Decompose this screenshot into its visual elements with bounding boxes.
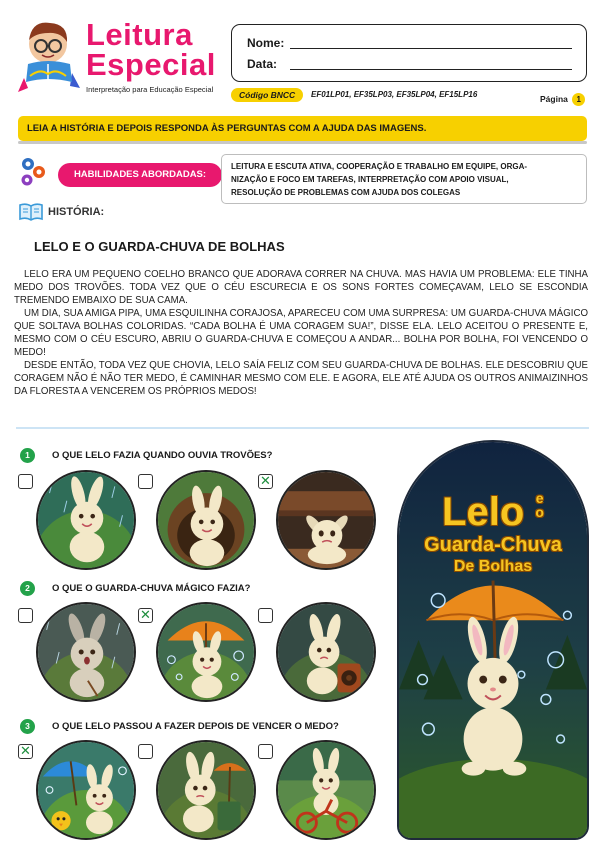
reading-kid-logo-icon [14,18,84,96]
section-divider [16,427,589,429]
date-label: Data: [247,57,278,71]
answer-image-bunny-helping-friends[interactable] [36,740,136,840]
name-input-line[interactable] [290,48,572,49]
logo-line-2: Especial [86,47,216,82]
story-body [14,268,588,398]
skills-list [221,154,587,204]
question-2 [20,581,250,596]
skills-line: RESOLUÇÃO DE PROBLEMAS COM AJUDA DOS COLEGAS [231,188,461,197]
logo-line-1: Leitura [86,17,193,52]
logo-title [86,17,216,82]
cover-title-e: e [535,490,544,506]
answer-image-bunny-with-speaker[interactable] [276,602,376,702]
gears-icon [18,155,48,187]
cover-title-line-3: De Bolhas [453,558,533,575]
cover-title-line-2: Guarda-Chuva [424,534,562,556]
page-label: Página [540,94,568,104]
answer-image-bunny-in-burrow[interactable] [156,470,256,570]
story-title: LELO E O GUARDA-CHUVA DE BOLHAS [34,239,285,254]
bncc-codes: EF01LP01, EF35LP03, EF35LP04, EF15LP16 [311,90,478,99]
skills-label: HABILIDADES ABORDADAS: [58,163,222,187]
cover-title-word: Lelo [442,490,525,534]
story-paragraph: LELO ERA UM PEQUENO COELHO BRANCO QUE ADORAVA CORRER NA CHUVA. MAS HAVIA UM PROBLEMA: ELE TINHA MEDO DOS TROVÕES. TODA VEZ QUE O CÉU ESCURECIA E OS SONS FORTES COMEÇAVAM, LELO SE ESCONDIA TREMENDO EMBAIXO DE SUA CAMA. [14,269,588,306]
answer-image-bunny-dancing-rain[interactable] [36,470,136,570]
question-number-badge: 2 [20,581,35,596]
logo-subtitle: Interpretação para Educação Especial [86,85,214,94]
answer-image-bunny-sad-with-broken-umbrella[interactable] [156,740,256,840]
page-indicator [540,93,585,106]
name-label: Nome: [247,36,285,50]
story-paragraph: UM DIA, SUA AMIGA PIPA, UMA ESQUILINHA CORAJOSA, APARECEU COM UMA SURPRESA: UM GUARDA-CHUVA MÁGICO QUE SOLTAVA BOLHAS COLORIDAS. “CADA BOLHA É UMA CORAGEM SUA!”, DISSE ELA. LELO ACEITOU O PRESENTE E, MESMO COM O CÉU ESCURO, ABRIU O GUARDA-CHUVA E COMEÇOU A ANDAR... BOLHA POR BOLHA, FOI VENCENDO O MEDO! [14,308,588,358]
answer-checkbox[interactable] [138,744,153,759]
date-row [247,57,277,71]
answer-checkbox-checked[interactable]: ✕ [258,474,273,489]
answer-checkbox-checked[interactable]: ✕ [138,608,153,623]
cover-title-main [399,490,587,535]
question-number-badge: 1 [20,448,35,463]
question-number-badge: 3 [20,719,35,734]
question-1 [20,448,272,463]
answer-checkbox[interactable] [138,474,153,489]
bncc-label: Código BNCC [231,88,303,102]
question-3 [20,719,339,734]
cover-title-small [535,491,544,519]
answer-image-bunny-hiding-under-bed[interactable] [276,470,376,570]
skills-line: NIZAÇÃO E FOCO EM TAREFAS, INTERPRETAÇÃO COM APOIO VISUAL, [231,175,509,184]
answer-checkbox[interactable] [18,474,33,489]
page-number-badge: 1 [572,93,585,106]
book-cover [397,440,589,840]
question-text: O QUE LELO PASSOU A FAZER DEPOIS DE VENCER O MEDO? [52,721,339,732]
student-info-box [231,24,587,82]
name-row [247,36,284,50]
answer-image-umbrella-with-bubbles[interactable] [156,602,256,702]
story-paragraph: DESDE ENTÃO, TODA VEZ QUE CHOVIA, LELO SAÍA FELIZ COM SEU GUARDA-CHUVA DE BOLHAS. ELE DESCOBRIU QUE CORAGEM NÃO É NÃO TER MEDO, É CAMINHAR MESMO COM ELE. E AGORA, ELE ATÉ AJUDA OS OUTROS ANIMAIZINHOS DA FLORESTA A VENCEREM OS PRÓPRIOS MEDOS! [14,360,588,397]
open-book-icon [18,202,44,222]
cover-title-o: o [535,504,544,520]
answer-checkbox[interactable] [258,608,273,623]
answer-checkbox-checked[interactable]: ✕ [18,744,33,759]
answer-checkbox[interactable] [18,608,33,623]
question-text: O QUE O GUARDA-CHUVA MÁGICO FAZIA? [52,583,251,594]
answer-image-bunny-scared-in-rain[interactable] [36,602,136,702]
skills-line: LEITURA E ESCUTA ATIVA, COOPERAÇÃO E TRABALHO EM EQUIPE, ORGA- [231,162,528,171]
question-text: O QUE LELO FAZIA QUANDO OUVIA TROVÕES? [52,450,273,461]
story-section-label: HISTÓRIA: [48,206,105,218]
answer-checkbox[interactable] [258,744,273,759]
date-input-line[interactable] [290,69,572,70]
answer-image-bunny-riding-bicycle[interactable] [276,740,376,840]
instruction-banner: LEIA A HISTÓRIA E DEPOIS RESPONDA ÀS PERGUNTAS COM A AJUDA DAS IMAGENS. [18,116,587,141]
